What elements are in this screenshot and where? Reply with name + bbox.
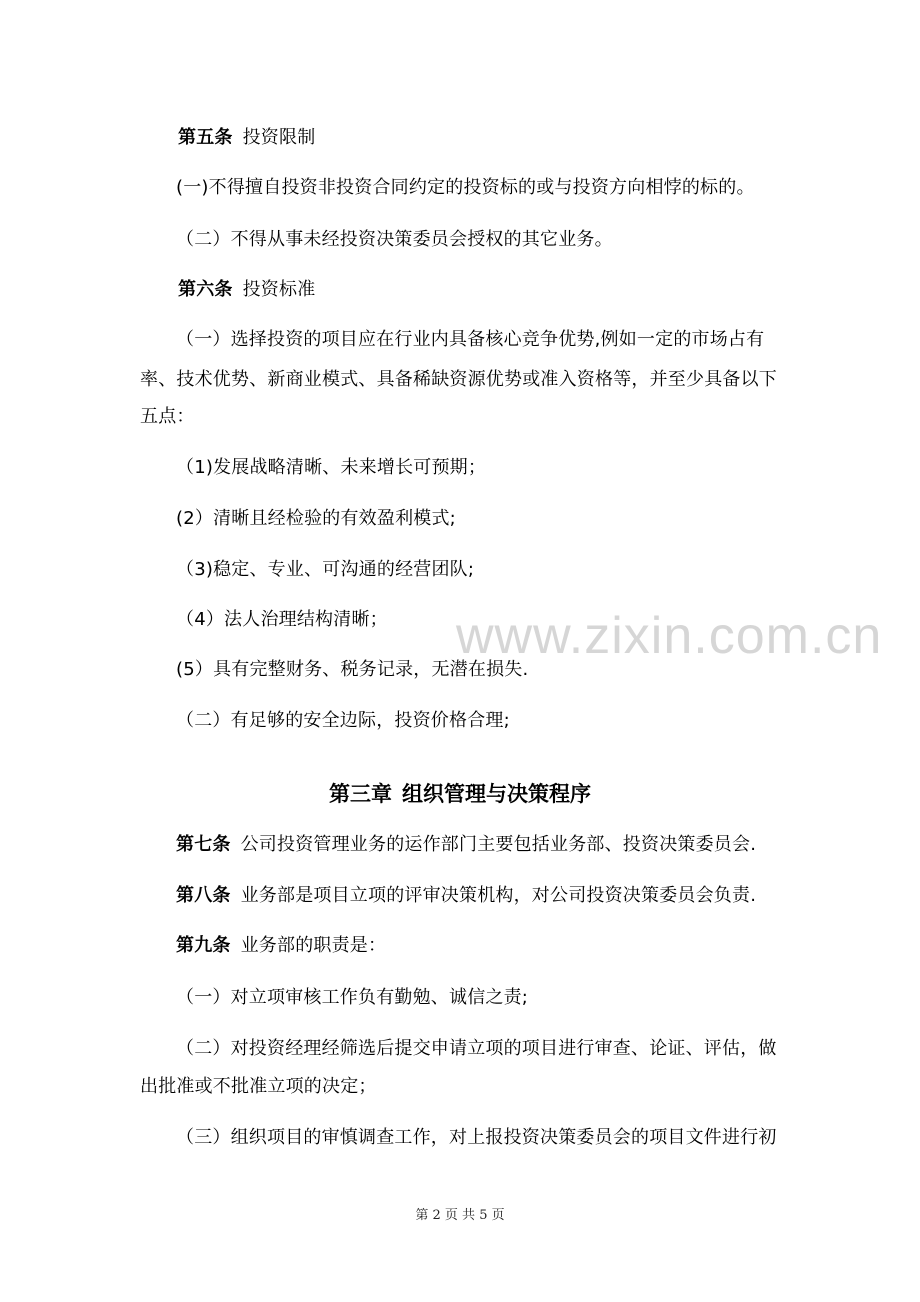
article-6-item-1-line-1: （一）选择投资的项目应在行业内具备核心竞争优势,例如一定的市场占有 [176, 329, 765, 350]
article-9-item-3: （三）组织项目的审慎调查工作，对上报投资决策委员会的项目文件进行初 [176, 1127, 777, 1148]
article-8-text: 业务部是项目立项的评审决策机构，对公司投资决策委员会负责. [240, 885, 757, 906]
article-6-heading [178, 278, 315, 302]
watermark: www.zixin.com.cn [456, 607, 883, 665]
article-7 [176, 833, 756, 857]
article-6-item-1-line-2: 率、技术优势、新商业模式、具备稀缺资源优势或准入资格等，并至少具备以下 [140, 369, 777, 390]
page-footer: 第 2 页 共 5 页 [415, 1208, 505, 1223]
article-9-item-2-line-1: （二）对投资经理经筛选后提交申请立项的项目进行审查、论证、评估，做 [176, 1038, 777, 1059]
article-5-item-2: （二）不得从事未经投资决策委员会授权的其它业务。 [176, 229, 613, 250]
article-9 [176, 934, 386, 958]
article-6-item-2: （二）有足够的安全边际，投资价格合理; [176, 710, 510, 731]
article-9-item-2-line-2: 出批准或不批准立项的决定； [140, 1076, 377, 1097]
article-6-item-1-line-3: 五点： [140, 406, 195, 427]
article-6-point-1: （1)发展战略清晰、未来增长可预期； [176, 457, 487, 478]
chapter-3-heading [0, 780, 920, 808]
article-6-subject: 投资标准 [242, 279, 316, 300]
article-6-point-4: （4）法人治理结构清晰； [176, 609, 388, 630]
article-9-title: 第九条 [176, 935, 231, 956]
article-5-item-1: (一)不得擅自投资非投资合同约定的投资标的或与投资方向相悖的标的。 [176, 177, 755, 198]
article-5-title: 第五条 [178, 127, 233, 148]
article-8-title: 第八条 [176, 885, 231, 906]
chapter-3-subject: 组织管理与决策程序 [402, 782, 591, 806]
chapter-3-number: 第三章 [329, 782, 392, 806]
article-7-title: 第七条 [176, 834, 231, 855]
article-6-title: 第六条 [178, 279, 233, 300]
article-6-point-2: (2）清晰且经检验的有效盈利模式; [176, 508, 456, 529]
article-6-point-5: (5）具有完整财务、税务记录，无潜在损失. [176, 659, 529, 680]
article-9-item-1: （一）对立项审核工作负有勤勉、诚信之责; [176, 987, 529, 1008]
article-8 [176, 884, 756, 908]
article-5-subject: 投资限制 [242, 127, 316, 148]
article-7-text: 公司投资管理业务的运作部门主要包括业务部、投资决策委员会. [240, 834, 757, 855]
article-9-text: 业务部的职责是： [240, 935, 387, 956]
article-6-point-3: （3)稳定、专业、可沟通的经营团队; [176, 559, 475, 580]
article-5-heading [178, 126, 315, 150]
